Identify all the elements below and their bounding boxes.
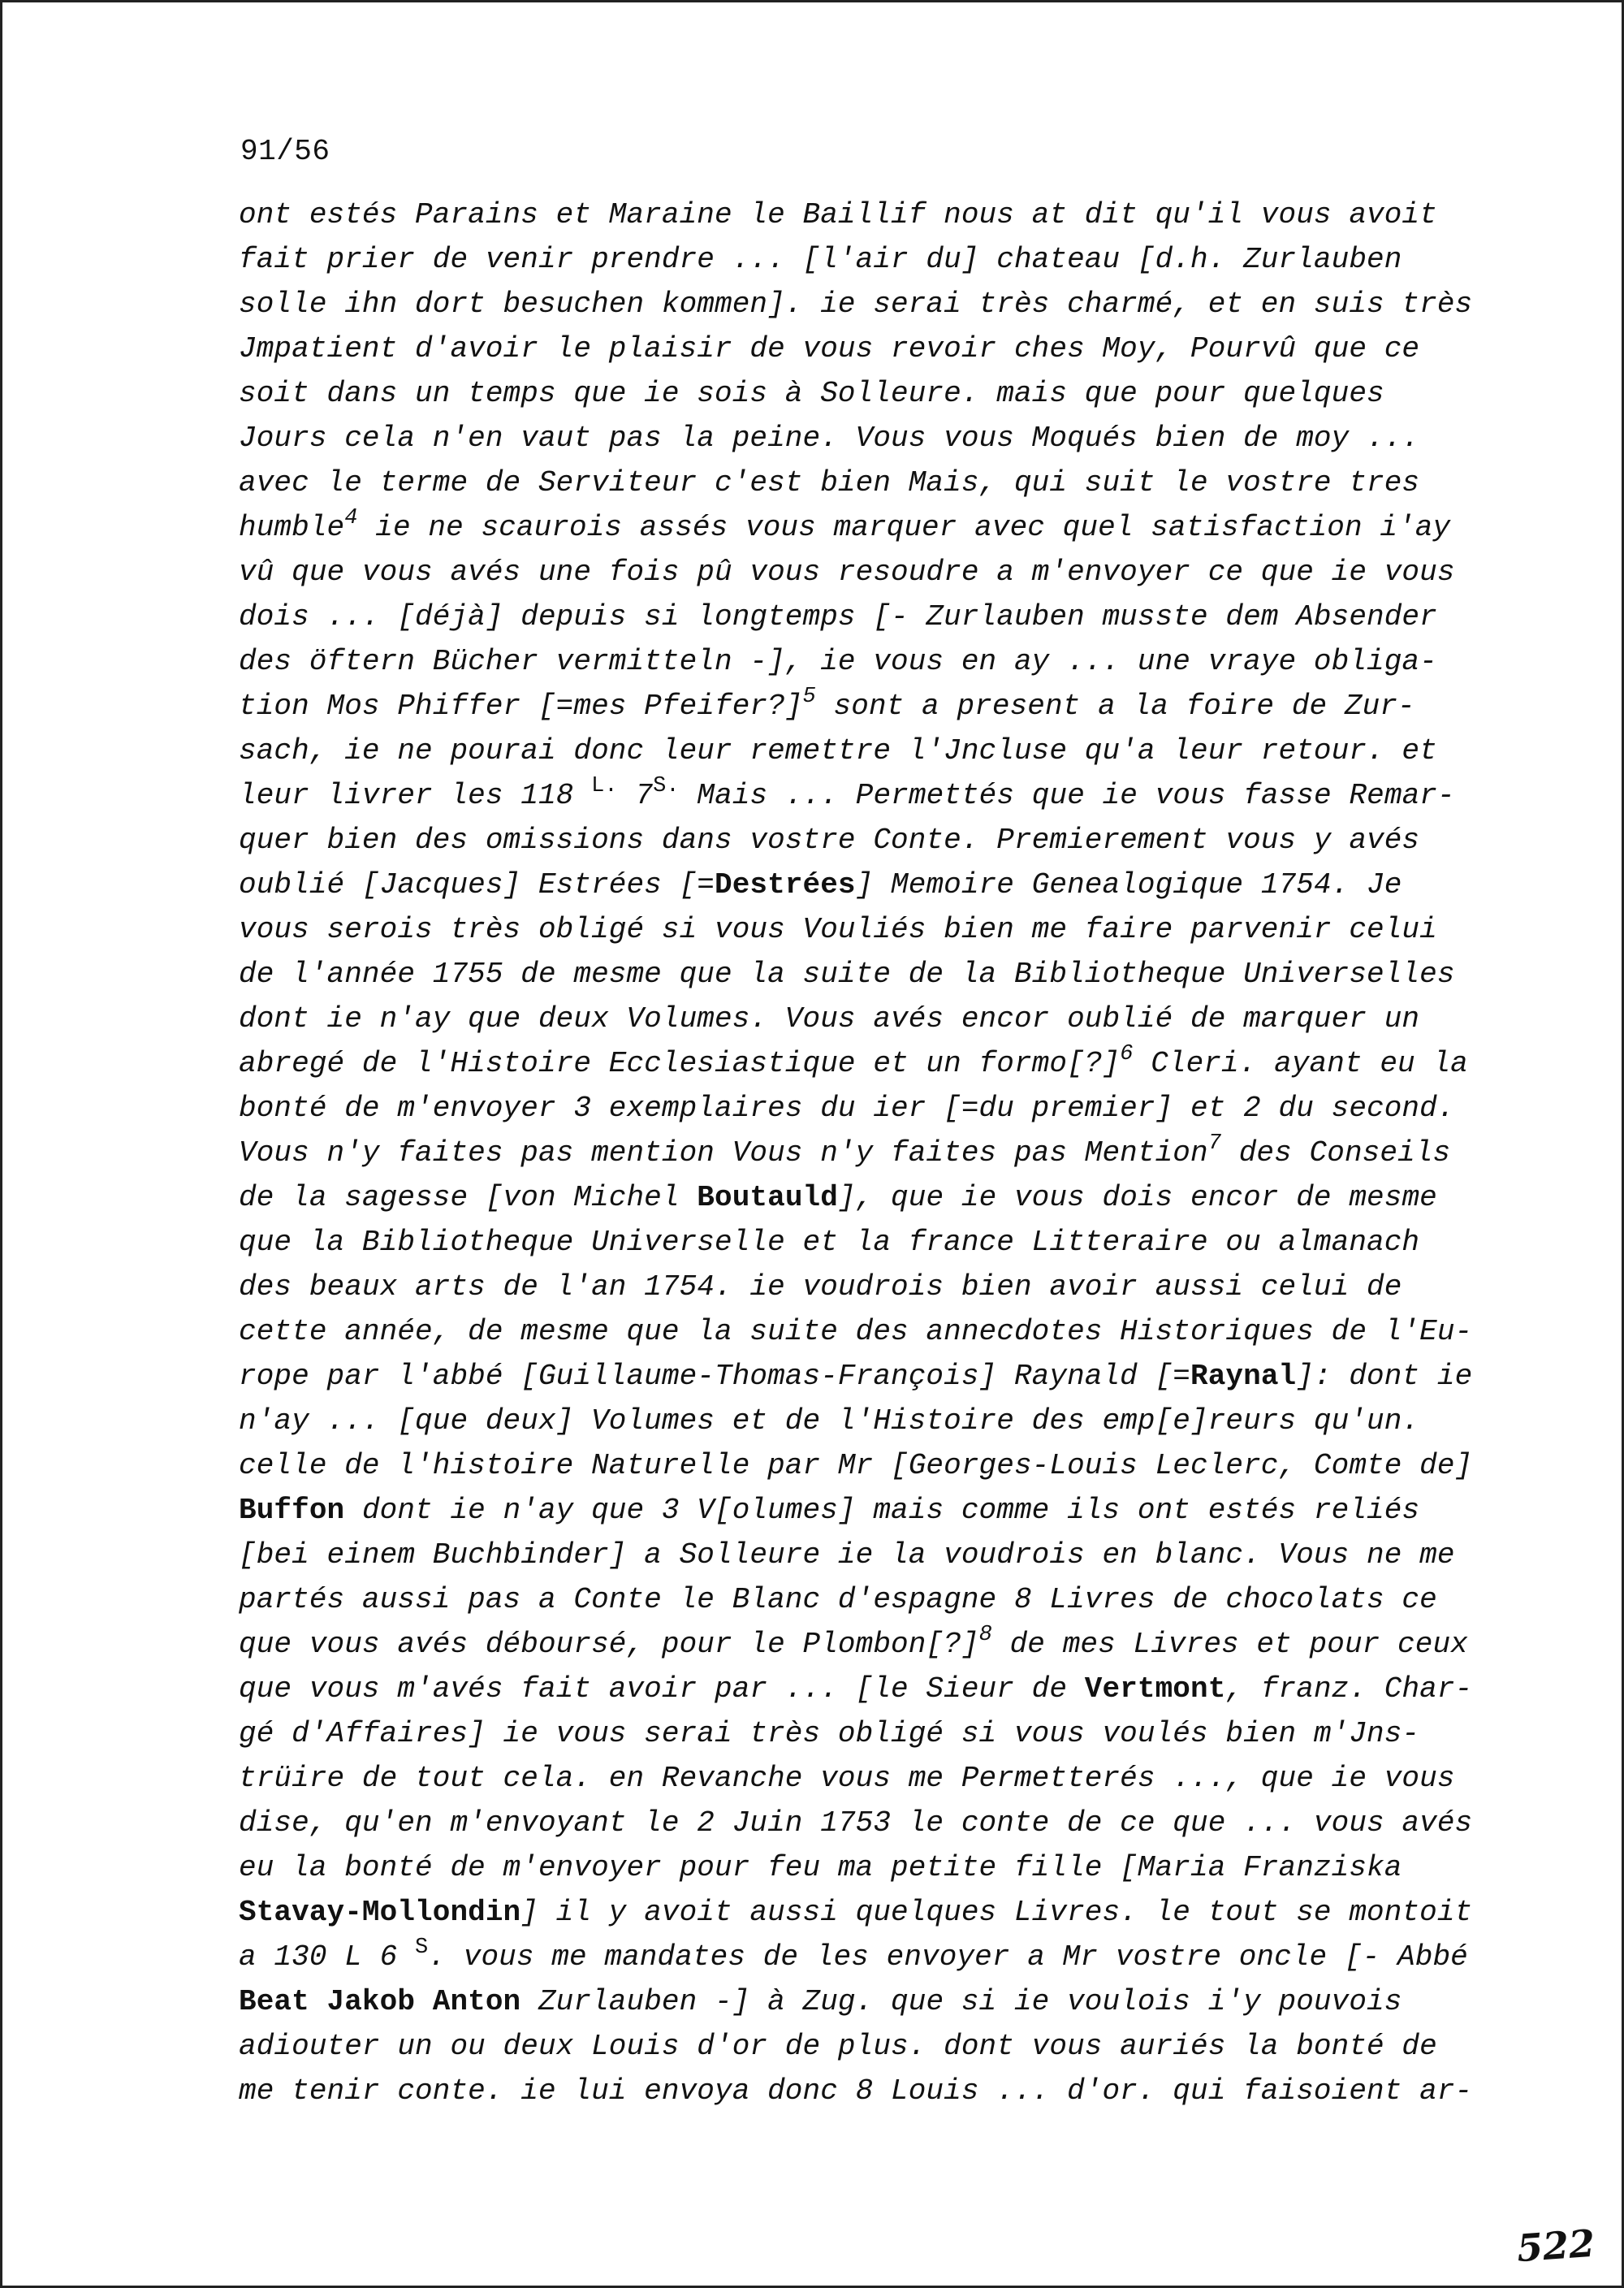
text-line: des öftern Bücher vermitteln -], ie vous en ay ... une vraye obliga-	[239, 645, 1437, 678]
text-line: de la sagesse [von Michel Boutauld], que ie vous dois encor de mesme	[239, 1181, 1437, 1214]
text-line: Stavay-Mollondin] il y avoit aussi quelques Livres. le tout se montoit	[239, 1896, 1473, 1929]
text-line: oublié [Jacques] Estrées [=Destrées] Memoire Genealogique 1754. Je	[239, 868, 1402, 902]
text-line: dois ... [déjà] depuis si longtemps [- Zurlauben musste dem Absender	[239, 600, 1437, 634]
text-line: quer bien des omissions dans vostre Conte. Premierement vous y avés	[239, 824, 1420, 857]
text-line: rope par l'abbé [Guillaume-Thomas-François] Raynald [=Raynal]: dont ie	[239, 1360, 1473, 1393]
text-line: [bei einem Buchbinder] a Solleure ie la voudrois en blanc. Vous ne me	[239, 1538, 1455, 1572]
footnote-marker: 4	[344, 506, 358, 530]
footnote-marker: 5	[802, 685, 816, 709]
text-line: que vous m'avés fait avoir par ... [le Sieur de Vertmont, franz. Char-	[239, 1672, 1473, 1706]
text-line: me tenir conte. ie lui envoya donc 8 Louis ... d'or. qui faisoient ar-	[239, 2074, 1473, 2108]
text-line: n'ay ... [que deux] Volumes et de l'Histoire des emp[e]reurs qu'un.	[239, 1404, 1420, 1438]
folio-number: 522	[1515, 2221, 1596, 2271]
person-name: Boutauld	[697, 1181, 838, 1214]
text-line: Beat Jakob Anton Zurlauben -] à Zug. que si ie voulois i'y pouvois	[239, 1985, 1402, 2018]
text-line: a 130 L 6 $^S$. vous me mandates de les envoyer a Mr vostre oncle [- Abbé	[239, 1936, 1468, 1974]
text-line: trüire de tout cela. en Revanche vous me Permetterés ..., que ie vous	[239, 1762, 1455, 1795]
person-name: Destrées	[715, 868, 856, 902]
person-name: Beat Jakob Anton	[239, 1985, 521, 2018]
person-name: Vertmont	[1084, 1672, 1226, 1706]
text-line: vous serois très obligé si vous Vouliés bien me faire parvenir celui	[239, 913, 1437, 946]
footnote-marker: 6	[1120, 1042, 1134, 1066]
currency-superscript: S.	[653, 774, 680, 798]
text-line: vû que vous avés une fois pû vous resoudre a m'envoyer ce que ie vous	[239, 556, 1455, 589]
text-line: gé d'Affaires] ie vous serai très obligé si vous voulés bien m'Jns-	[239, 1717, 1420, 1750]
person-name: Raynal	[1190, 1360, 1297, 1393]
text-line: solle ihn dort besuchen kommen]. ie serai très charmé, et en suis très	[239, 288, 1473, 321]
text-line: Vous n'y faites pas mention Vous n'y faites pas Mention$^7$ des Conseils	[239, 1131, 1451, 1170]
text-line: dise, qu'en m'envoyant le 2 Juin 1753 le conte de ce que ... vous avés	[239, 1806, 1473, 1840]
text-line: des beaux arts de l'an 1754. ie voudrois bien avoir aussi celui de	[239, 1270, 1402, 1304]
page-border-left	[0, 0, 2, 2288]
currency-superscript: S	[415, 1936, 429, 1960]
text-line: eu la bonté de m'envoyer pour feu ma petite fille [Maria Franziska	[239, 1851, 1402, 1884]
text-line: cette année, de mesme que la suite des annecdotes Historiques de l'Eu-	[239, 1315, 1473, 1348]
letter-body	[239, 192, 1505, 2113]
text-line: partés aussi pas a Conte le Blanc d'espagne 8 Livres de chocolats ce	[239, 1583, 1437, 1616]
text-line: leur livrer les 118 $^{L.}$ $7^{S.}$ Mais ... Permettés que ie vous fasse Remar-	[239, 774, 1455, 812]
text-line: Buffon dont ie n'ay que 3 V[olumes] mais comme ils ont estés reliés	[239, 1494, 1420, 1527]
text-line: dont ie n'ay que deux Volumes. Vous avés encor oublié de marquer un	[239, 1002, 1420, 1036]
person-name: Stavay-Mollondin	[239, 1896, 521, 1929]
text-line: Jmpatient d'avoir le plaisir de vous revoir ches Moy, Pourvû que ce	[239, 332, 1420, 365]
page-border-top	[0, 0, 1624, 2]
text-line: adiouter un ou deux Louis d'or de plus. dont vous auriés la bonté de	[239, 2030, 1437, 2063]
footnote-marker: 8	[978, 1623, 992, 1647]
text-line: humble$^4$ ie ne scaurois assés vous marquer avec quel satisfaction i'ay	[239, 506, 1451, 544]
text-line: soit dans un temps que ie sois à Solleure. mais que pour quelques	[239, 377, 1384, 410]
text-line: que vous avés déboursé, pour le Plombon[?]$^8$ de mes Livres et pour ceux	[239, 1623, 1468, 1661]
text-line: de l'année 1755 de mesme que la suite de la Bibliotheque Universelles	[239, 958, 1455, 991]
person-name: Buffon	[239, 1494, 345, 1527]
currency-superscript: L.	[591, 774, 618, 798]
text-line: que la Bibliotheque Universelle et la france Litteraire ou almanach	[239, 1226, 1420, 1259]
text-line: sach, ie ne pourai donc leur remettre l'Jncluse qu'a leur retour. et	[239, 734, 1437, 768]
text-line: celle de l'histoire Naturelle par Mr [Georges-Louis Leclerc, Comte de]	[239, 1449, 1473, 1482]
text-line: ont estés Parains et Maraine le Baillif nous at dit qu'il vous avoit	[239, 198, 1437, 231]
page-reference: 91/56	[240, 135, 330, 168]
text-line: Jours cela n'en vaut pas la peine. Vous vous Moqués bien de moy ...	[239, 422, 1420, 455]
text-line: tion Mos Phiffer [=mes Pfeifer?]$^5$ sont a present a la foire de Zur-	[239, 685, 1415, 723]
text-line: bonté de m'envoyer 3 exemplaires du ier [=du premier] et 2 du second.	[239, 1092, 1455, 1125]
footnote-marker: 7	[1207, 1131, 1222, 1156]
text-line: fait prier de venir prendre ... [l'air du] chateau [d.h. Zurlauben	[239, 243, 1402, 276]
text-line: avec le terme de Serviteur c'est bien Mais, qui suit le vostre tres	[239, 466, 1420, 500]
text-line: abregé de l'Histoire Ecclesiastique et un formo[?]$^6$ Cleri. ayant eu la	[239, 1042, 1468, 1080]
